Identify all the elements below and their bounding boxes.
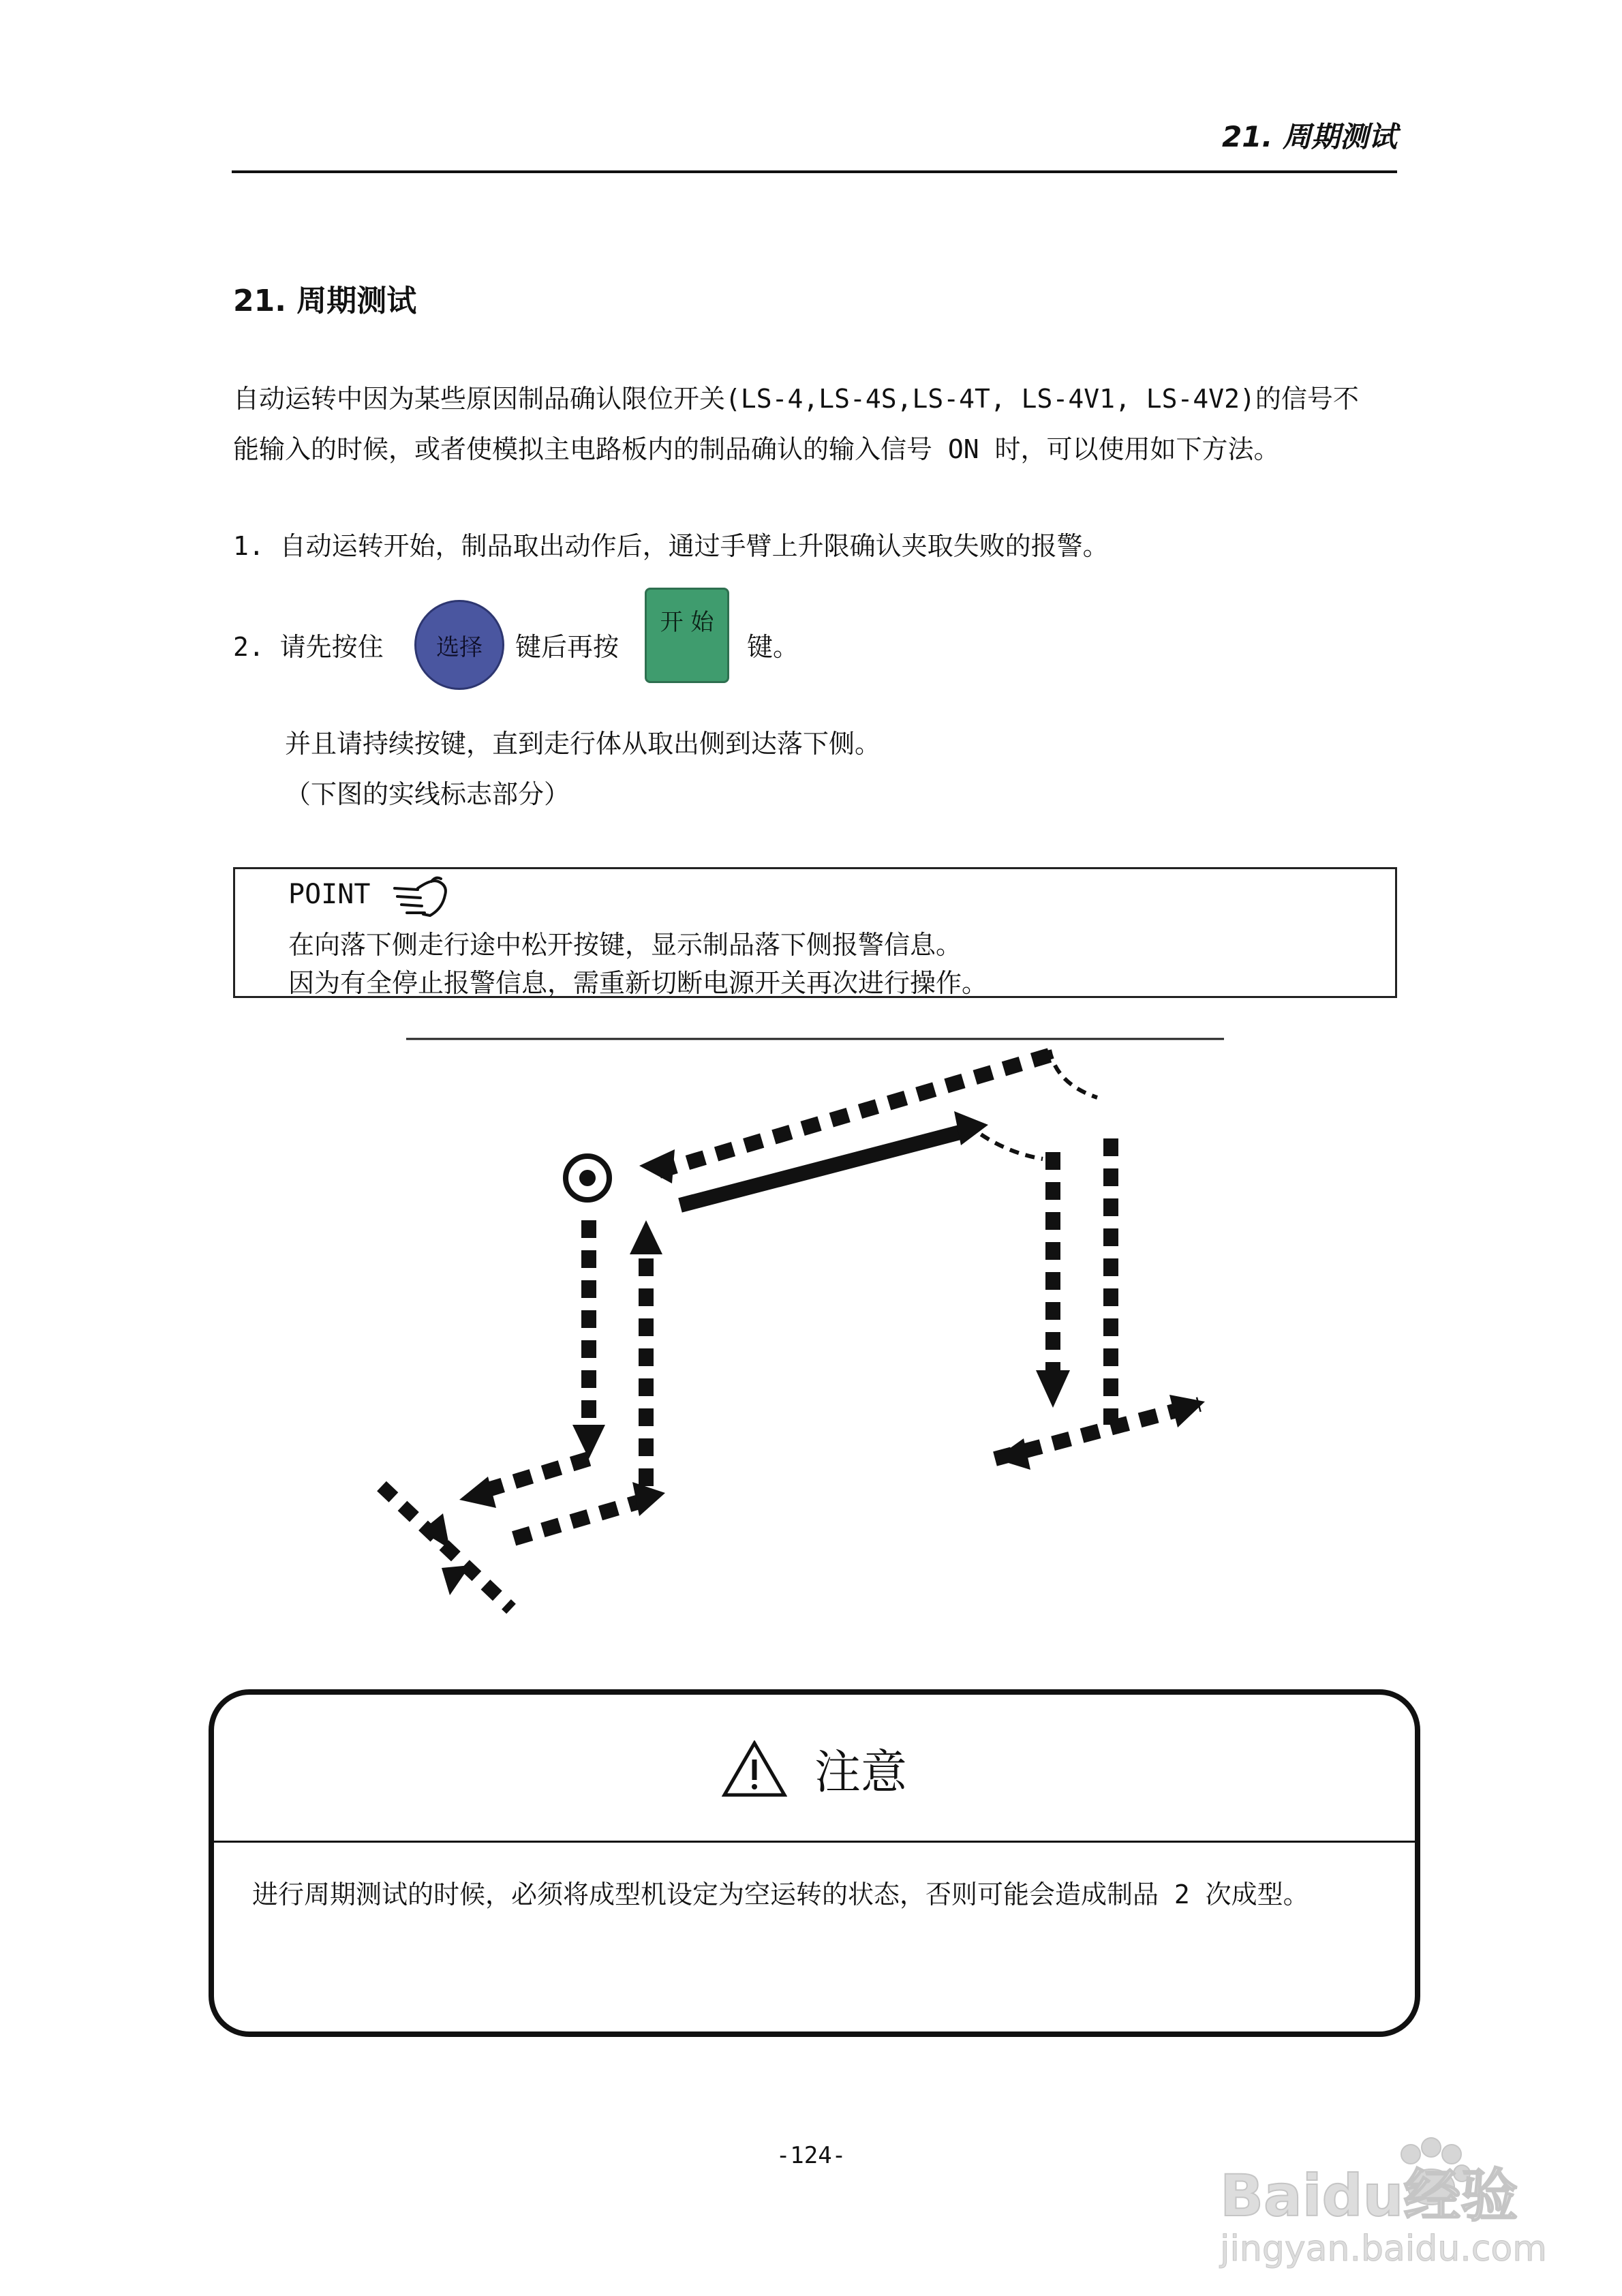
caution-title: 注意	[814, 1746, 907, 1800]
step-1: 1. 自动运转开始，制品取出动作后，通过手臂上升限确认夹取失败的报警。	[233, 531, 1109, 561]
left-bottom-upper-path	[477, 1459, 589, 1493]
pointing-hand-icon	[391, 875, 452, 922]
intro-line-1: 自动运转中因为某些原因制品确认限位开关(LS-4,LS-4S,LS-4T, LS-4V1, LS-4V2)的信号不	[233, 384, 1359, 414]
page-number: -124-	[776, 2142, 846, 2169]
header-title: 21. 周期测试	[1221, 120, 1397, 153]
start-key-label: 开 始	[660, 609, 714, 636]
step-2-prefix: 2. 请先按住	[233, 632, 384, 662]
watermark-url: jingyan.baidu.com	[1220, 2229, 1547, 2269]
caution-box	[209, 1689, 1420, 2037]
baidu-watermark-logo	[1213, 2134, 1567, 2270]
arrowhead-left-upper	[639, 1149, 675, 1183]
step-2-suffix: 键。	[747, 632, 799, 662]
point-title: POINT	[288, 879, 371, 910]
arrowhead-diagonal-down	[421, 1513, 450, 1549]
intro-paragraph	[233, 374, 1405, 474]
point-box	[233, 867, 1397, 998]
arrowhead-left-down	[572, 1425, 605, 1459]
header-divider	[232, 170, 1397, 173]
caution-header	[214, 1736, 1415, 1802]
corner-curve-top	[1050, 1050, 1097, 1098]
arrowhead-right-down	[1036, 1370, 1070, 1408]
motion-path-diagram	[368, 1023, 1240, 1622]
step-2-mid: 键后再按	[515, 632, 619, 662]
caution-divider	[214, 1841, 1415, 1843]
step-2-note-1: 并且请持续按键，直到走行体从取出侧到达落下侧。	[285, 729, 881, 759]
warning-triangle-icon	[722, 1740, 787, 1798]
arrowhead-left-bottom-right	[632, 1482, 665, 1516]
solid-transfer-path	[680, 1130, 968, 1205]
point-line-1: 在向落下侧走行途中松开按键，显示制品落下侧报警信息。	[288, 930, 962, 960]
intro-line-2: 能输入的时候，或者使模拟主电路板内的制品确认的输入信号 ON 时，可以使用如下方法。	[233, 434, 1280, 464]
select-key-button[interactable]	[414, 600, 504, 690]
start-key-button[interactable]	[645, 588, 729, 683]
select-key-label: 选择	[436, 633, 483, 661]
left-bottom-lower-path	[511, 1500, 646, 1539]
section-title: 21. 周期测试	[233, 284, 417, 318]
point-line-2: 因为有全停止报警信息，需重新切断电源开关再次进行操作。	[288, 968, 988, 998]
arrowhead-diagonal-up	[442, 1565, 470, 1595]
arrowhead-left-up	[630, 1220, 662, 1254]
watermark-brand: Baidu经验	[1220, 2162, 1518, 2229]
caution-body: 进行周期测试的时候，必须将成型机设定为空运转的状态，否则可能会造成制品 2 次成型。	[252, 1879, 1309, 1909]
step-2-note-2: （下图的实线标志部分）	[285, 779, 570, 809]
origin-marker-icon	[566, 1156, 609, 1200]
